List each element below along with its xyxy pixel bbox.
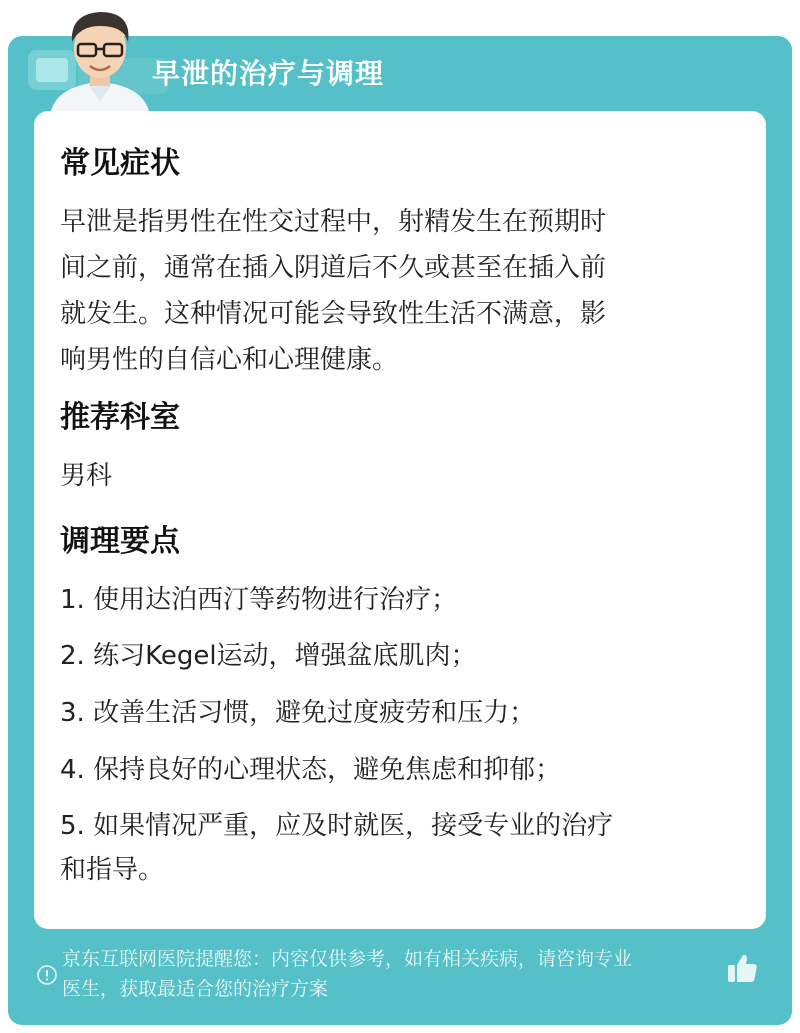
thumbs-up-icon[interactable] — [724, 950, 760, 986]
symptoms-line: 早泄是指男性在性交过程中，射精发生在预期时 — [60, 207, 607, 237]
symptoms-line: 间之前，通常在插入阴道后不久或甚至在插入前 — [60, 253, 607, 283]
content-panel — [34, 111, 766, 929]
care-title: 调理要点 — [60, 524, 180, 559]
disclaimer — [62, 944, 732, 1004]
care-item — [60, 578, 740, 622]
symptoms-text — [60, 199, 740, 383]
care-item — [60, 804, 740, 892]
disclaimer-line: 京东互联网医院提醒您：内容仅供参考，如有相关疾病，请咨询专业 — [62, 948, 633, 970]
care-item — [60, 748, 740, 792]
info-icon — [36, 964, 58, 986]
department-value: 男科 — [60, 461, 113, 491]
care-item — [60, 634, 740, 678]
care-item-line: 1. 使用达泊西汀等药物进行治疗； — [60, 585, 458, 615]
care-item-line: 5. 如果情况严重，应及时就医，接受专业的治疗 — [60, 811, 614, 841]
care-item-line: 2. 练习Kegel运动，增强盆底肌肉； — [60, 641, 477, 671]
symptoms-line: 响男性的自信心和心理健康。 — [60, 345, 399, 375]
care-item-line: 和指导。 — [60, 855, 165, 885]
symptoms-title: 常见症状 — [60, 146, 180, 181]
doctor-avatar-icon — [40, 6, 160, 116]
page-title: 早泄的治疗与调理 — [152, 57, 385, 90]
care-item-line: 3. 改善生活习惯，避免过度疲劳和压力； — [60, 698, 536, 728]
disclaimer-line: 医生，获取最适合您的治疗方案 — [62, 978, 329, 1000]
symptoms-line: 就发生。这种情况可能会导致性生活不满意，影 — [60, 299, 607, 329]
care-item-line: 4. 保持良好的心理状态，避免焦虑和抑郁； — [60, 755, 562, 785]
department-title: 推荐科室 — [60, 400, 180, 435]
care-item — [60, 691, 740, 735]
